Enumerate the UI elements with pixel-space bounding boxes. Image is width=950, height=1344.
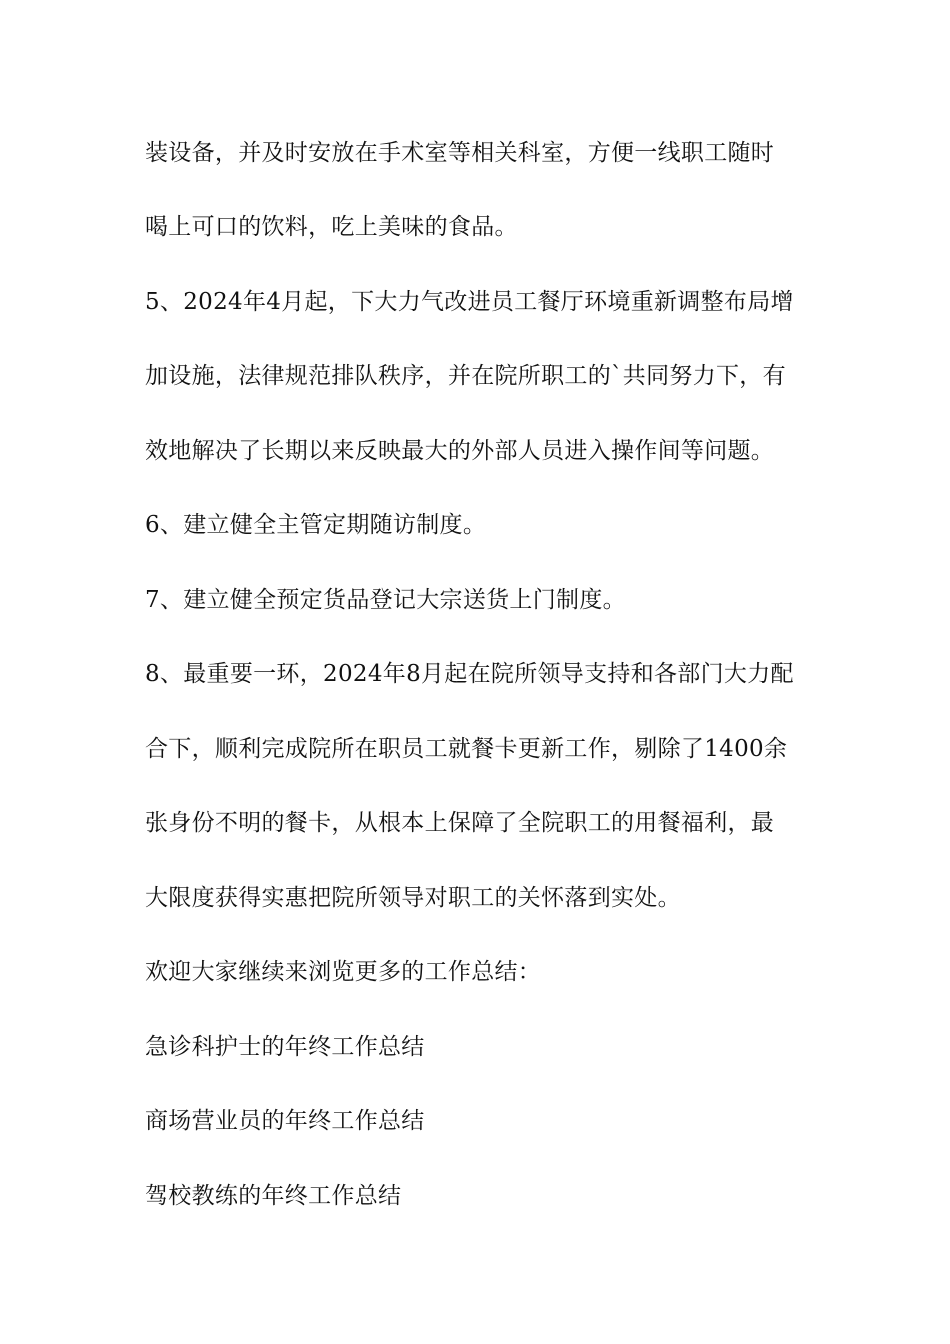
paragraph-line: 8、最重要一环，2024年8月起在院所领导支持和各部门大力配 — [145, 661, 794, 687]
related-link-1[interactable]: 急诊科护士的年终工作总结 — [145, 1034, 425, 1060]
paragraph-line: 装设备，并及时安放在手术室等相关科室，方便一线职工随时 — [145, 140, 775, 166]
paragraph-line: 5、2024年4月起，下大力气改进员工餐厅环境重新调整布局增 — [145, 289, 794, 315]
paragraph-line: 合下，顺利完成院所在职员工就餐卡更新工作，剔除了1400余 — [145, 736, 788, 762]
paragraph-line: 加设施，法律规范排队秩序，并在院所职工的`共同努力下，有 — [145, 363, 786, 389]
paragraph-line: 7、建立健全预定货品登记大宗送货上门制度。 — [145, 587, 626, 613]
paragraph-line: 喝上可口的饮料，吃上美味的食品。 — [145, 214, 518, 240]
paragraph-line: 效地解决了长期以来反映最大的外部人员进入操作间等问题。 — [145, 438, 775, 464]
related-link-2[interactable]: 商场营业员的年终工作总结 — [145, 1108, 425, 1134]
related-link-3[interactable]: 驾校教练的年终工作总结 — [145, 1183, 402, 1209]
paragraph-line: 6、建立健全主管定期随访制度。 — [145, 512, 487, 538]
paragraph-line: 张身份不明的餐卡，从根本上保障了全院职工的用餐福利，最 — [145, 810, 775, 836]
paragraph-line: 大限度获得实惠把院所领导对职工的关怀落到实处。 — [145, 885, 681, 911]
more-intro-text: 欢迎大家继续来浏览更多的工作总结： — [145, 959, 542, 985]
